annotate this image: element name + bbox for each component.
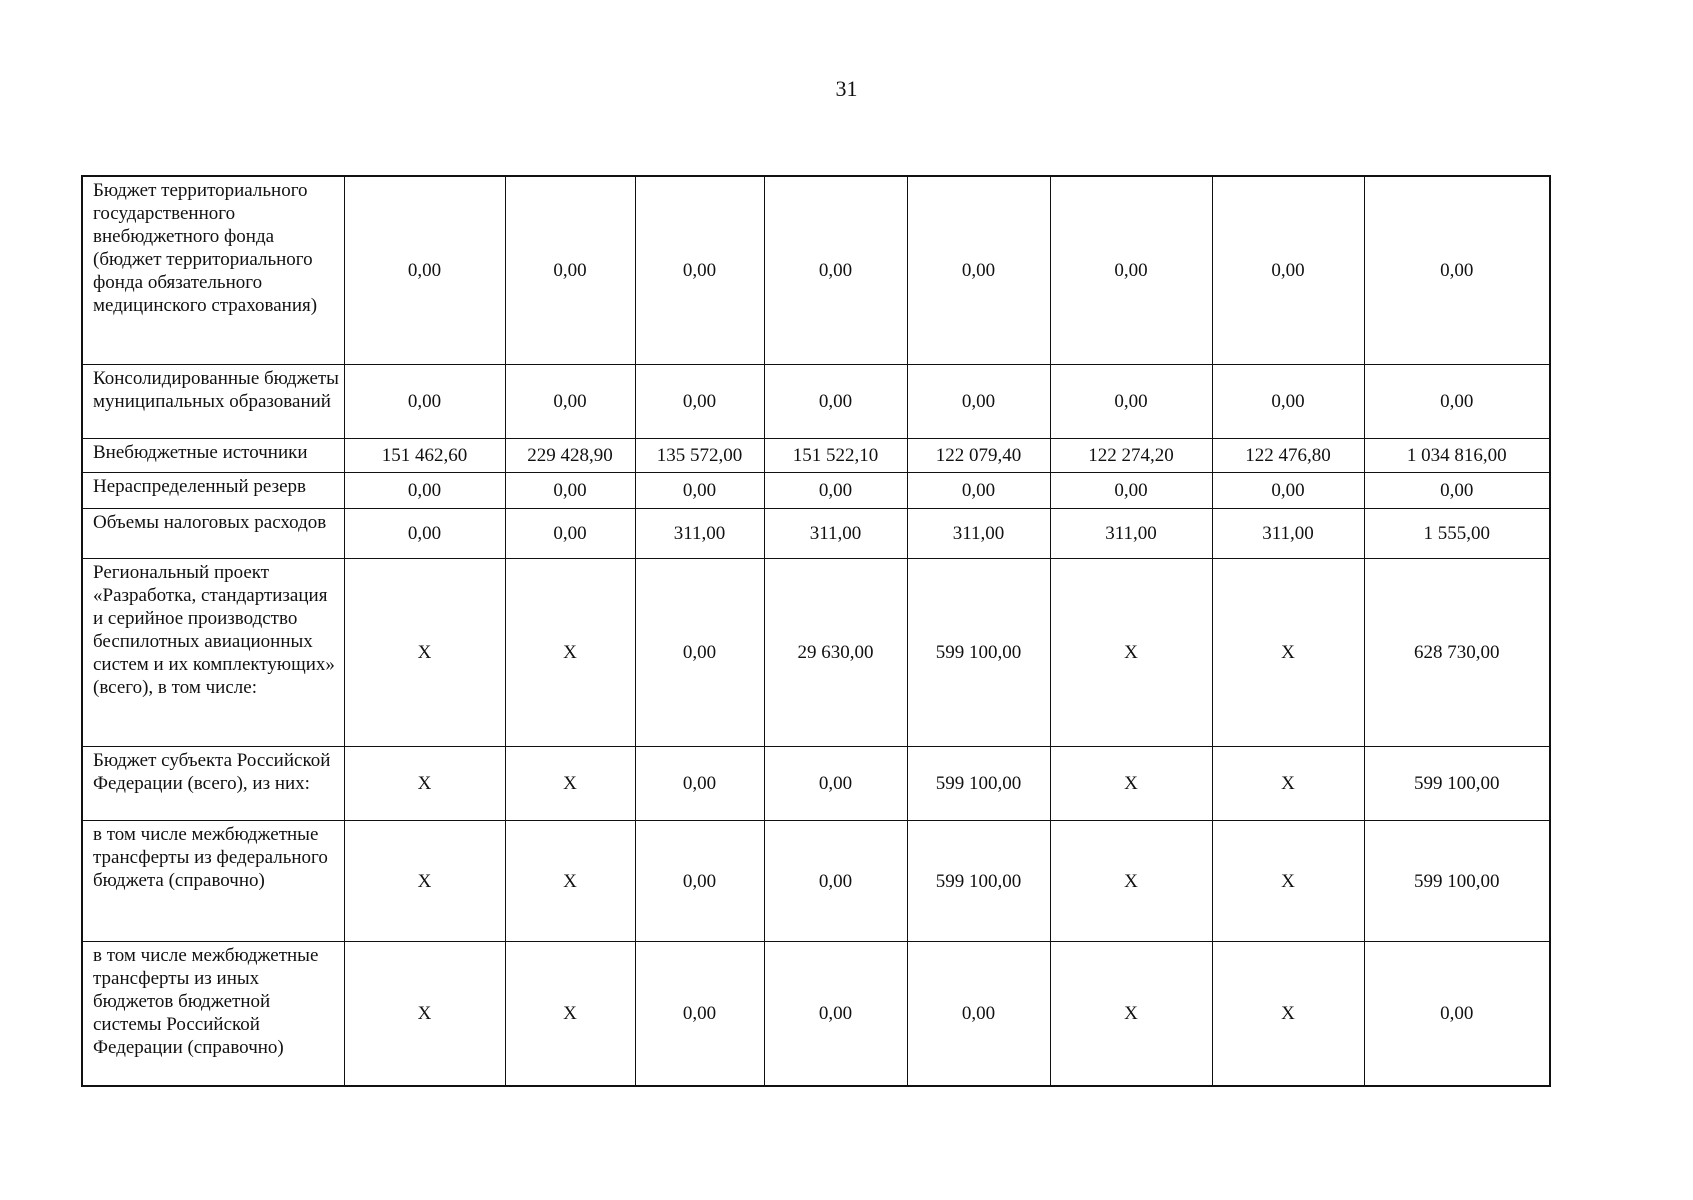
value-cell: 311,00 — [1050, 509, 1212, 559]
value-cell: 0,00 — [635, 473, 764, 509]
value-cell: Х — [505, 747, 635, 821]
value-cell: 29 630,00 — [764, 559, 907, 747]
page-number: 31 — [835, 76, 858, 101]
value-cell: Х — [1050, 559, 1212, 747]
value-cell: 0,00 — [1364, 176, 1550, 365]
value-cell: 151 522,10 — [764, 439, 907, 473]
value-cell: 0,00 — [635, 176, 764, 365]
value-cell: 229 428,90 — [505, 439, 635, 473]
value-cell: Х — [1212, 559, 1364, 747]
table-row — [82, 821, 1550, 942]
value-cell: 0,00 — [764, 473, 907, 509]
value-cell: Х — [1212, 942, 1364, 1087]
row-label: в том числе межбюджетные трансферты из иных бюджетов бюджетной системы Российской Федерации (справочно) — [82, 942, 344, 1087]
value-cell: Х — [1050, 942, 1212, 1087]
value-cell: Х — [1212, 747, 1364, 821]
value-cell: 0,00 — [505, 509, 635, 559]
value-cell: 0,00 — [635, 942, 764, 1087]
value-cell: 0,00 — [907, 473, 1050, 509]
value-cell: 1 034 816,00 — [1364, 439, 1550, 473]
table-row — [82, 747, 1550, 821]
row-label: в том числе межбюджетные трансферты из федерального бюджета (справочно) — [82, 821, 344, 942]
value-cell: Х — [505, 559, 635, 747]
value-cell: Х — [344, 821, 505, 942]
value-cell: 122 274,20 — [1050, 439, 1212, 473]
value-cell: 0,00 — [1212, 473, 1364, 509]
value-cell: 0,00 — [635, 821, 764, 942]
value-cell: 0,00 — [1364, 365, 1550, 439]
table-row — [82, 509, 1550, 559]
value-cell: 0,00 — [907, 176, 1050, 365]
row-label: Объемы налоговых расходов — [82, 509, 344, 559]
table-row — [82, 559, 1550, 747]
value-cell: 0,00 — [505, 473, 635, 509]
table-body — [82, 176, 1550, 1086]
value-cell: 0,00 — [907, 365, 1050, 439]
value-cell: 599 100,00 — [907, 559, 1050, 747]
value-cell: 0,00 — [635, 559, 764, 747]
value-cell: 0,00 — [635, 365, 764, 439]
value-cell: Х — [344, 559, 505, 747]
table-row — [82, 473, 1550, 509]
value-cell: 0,00 — [1212, 176, 1364, 365]
value-cell: 122 476,80 — [1212, 439, 1364, 473]
value-cell: 0,00 — [764, 365, 907, 439]
value-cell: Х — [1212, 821, 1364, 942]
value-cell: 0,00 — [764, 176, 907, 365]
value-cell: 0,00 — [764, 821, 907, 942]
row-label: Внебюджетные источники — [82, 439, 344, 473]
value-cell: 0,00 — [635, 747, 764, 821]
table-row — [82, 439, 1550, 473]
value-cell: 0,00 — [1050, 473, 1212, 509]
value-cell: 1 555,00 — [1364, 509, 1550, 559]
value-cell: 599 100,00 — [907, 747, 1050, 821]
value-cell: 0,00 — [344, 509, 505, 559]
value-cell: 311,00 — [907, 509, 1050, 559]
value-cell: 599 100,00 — [907, 821, 1050, 942]
table-row — [82, 365, 1550, 439]
value-cell: 0,00 — [1364, 942, 1550, 1087]
value-cell: 311,00 — [1212, 509, 1364, 559]
value-cell: 311,00 — [635, 509, 764, 559]
value-cell: 0,00 — [764, 942, 907, 1087]
value-cell: 0,00 — [344, 365, 505, 439]
value-cell: 599 100,00 — [1364, 747, 1550, 821]
value-cell: Х — [1050, 821, 1212, 942]
value-cell: 151 462,60 — [344, 439, 505, 473]
value-cell: 0,00 — [1050, 176, 1212, 365]
row-label: Консолидированные бюджеты муниципальных образований — [82, 365, 344, 439]
value-cell: Х — [344, 747, 505, 821]
value-cell: 0,00 — [907, 942, 1050, 1087]
value-cell: 628 730,00 — [1364, 559, 1550, 747]
row-label: Нераспределенный резерв — [82, 473, 344, 509]
budget-table — [81, 175, 1551, 1087]
row-label: Бюджет территориального государственного внебюджетного фонда (бюджет территориального фонда обязательного медицинского страхования) — [82, 176, 344, 365]
value-cell: 0,00 — [505, 365, 635, 439]
value-cell: 0,00 — [1050, 365, 1212, 439]
value-cell: 122 079,40 — [907, 439, 1050, 473]
value-cell: Х — [1050, 747, 1212, 821]
value-cell: 0,00 — [344, 473, 505, 509]
table-row — [82, 176, 1550, 365]
value-cell: Х — [344, 942, 505, 1087]
value-cell: 0,00 — [505, 176, 635, 365]
value-cell: 0,00 — [344, 176, 505, 365]
row-label: Бюджет субъекта Российской Федерации (всего), из них: — [82, 747, 344, 821]
value-cell: 135 572,00 — [635, 439, 764, 473]
value-cell: Х — [505, 942, 635, 1087]
value-cell: Х — [505, 821, 635, 942]
value-cell: 599 100,00 — [1364, 821, 1550, 942]
value-cell: 0,00 — [764, 747, 907, 821]
value-cell: 311,00 — [764, 509, 907, 559]
value-cell: 0,00 — [1364, 473, 1550, 509]
row-label: Региональный проект «Разработка, стандартизация и серийное производство беспилотных авиационных систем и их комплектующих» (всего), в том числе: — [82, 559, 344, 747]
value-cell: 0,00 — [1212, 365, 1364, 439]
table-row — [82, 942, 1550, 1087]
